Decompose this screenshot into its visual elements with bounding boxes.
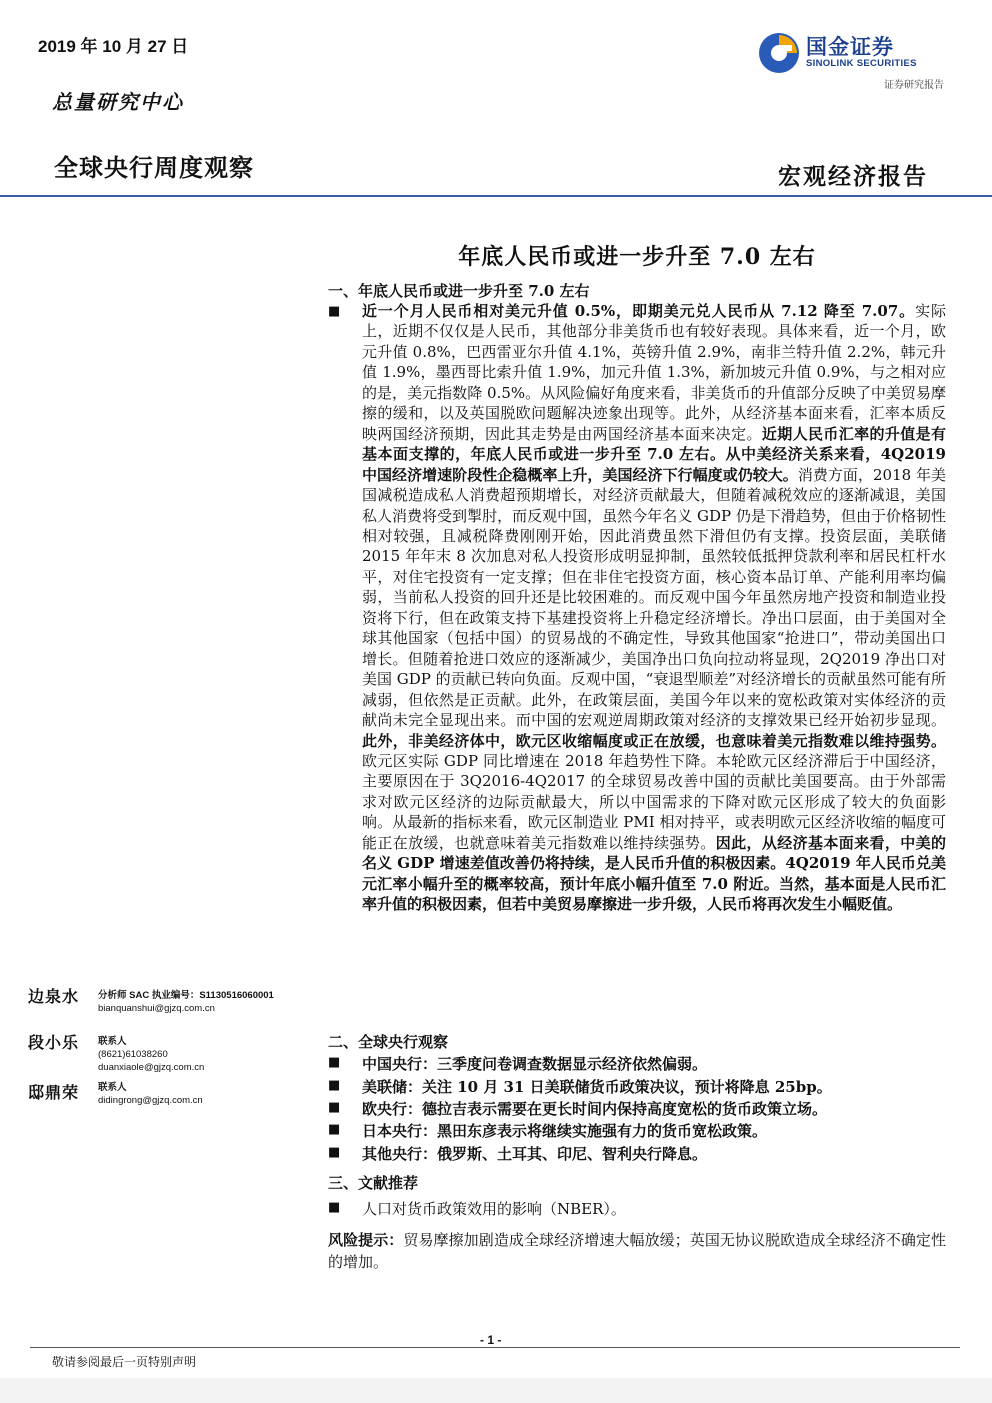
bullet-marker: ■ xyxy=(328,1122,341,1137)
footer-disclaimer: 敬请参阅最后一页特别声明 xyxy=(52,1355,197,1369)
bullet-marker: ■ xyxy=(328,1145,341,1160)
central-bank-item: 美联储：关注 10 月 31 日美联储货币政策决议，预计将降息 25bp。 xyxy=(362,1078,832,1096)
section-heading-3: 三、文献推荐 xyxy=(328,1174,419,1192)
bullet-marker: ■ xyxy=(328,1078,341,1093)
key-finding: 因此，从经济基本面来看，中美的名义 GDP 增速差值改善仍将持续，是人民币升值的积极因素。4Q2019 年人民币兑美元汇率小幅升至的概率较高，预计年底小幅升值至 7.0 附近。当然，基本面是人民币汇率升值的积极因素，但若中美贸易摩擦进一步升级，人民币将再次发生小幅贬值。 xyxy=(362,833,946,914)
header-divider xyxy=(0,195,992,197)
logo-name-en: SINOLINK SECURITIES xyxy=(806,58,917,69)
logo-subtitle: 证券研究报告 xyxy=(884,80,944,91)
key-finding: 此外，非美经济体中，欧元区收缩幅度或正在放缓，也意味着美元指数难以维持强势。 xyxy=(362,731,946,750)
paragraph-text: 欧元区实际 GDP 同比增速在 2018 年趋势性下降。本轮欧元区经济滞后于中国经济，主要原因在于 3Q2016-4Q2017 的全球贸易改善中国的贡献比美国要高。由于外部需求对欧元区经济的边际贡献最大，所以中国需求的下降对欧元区形成了较大的负面影响。从最新的指标来看，欧元区制造业 PMI 相对持平，或表明欧元区经济收缩的幅度可能正在放缓，也就意味着美元指数难以维持续强势。 xyxy=(362,751,946,852)
analyst-info xyxy=(98,989,274,1015)
section-heading-2: 二、全球央行观察 xyxy=(328,1033,449,1051)
report-title: 年底人民币或进一步升至 7.0 左右 xyxy=(458,244,816,270)
central-bank-item: 欧央行：德拉吉表示需要在更长时间内保持高度宽松的货币政策立场。 xyxy=(362,1100,828,1118)
paragraph-text: 消费方面，2018 年美国减税造成私人消费超预期增长，对经济贡献最大，但随着减税效应的逐渐减退，美国私人消费将受到掣肘，而反观中国，虽然今年名义 GDP 仍是下滑趋势，但由于价格韧性相对较强，且减税降费刚刚开始，因此消费虽然下滑但仍有支撑。投资层面，美联储 2015 年年末 8 次加息对私人投资形成明显抑制，虽然较低抵押贷款利率和居民杠杆水平，对住宅投资有一定支撑；但在非住宅投资方面，核心资本品订单、产能利用率均偏弱，当前私人投资的回升还是比较困难的。而反观中国今年虽然房地产投资和制造业投资将下行，但在政策支持下基建投资将上升稳定经济增长。净出口层面，由于美国对全球其他国家（包括中国）的贸易战的不确定性，导致其他国家“抢进口”，带动美国出口增长。但随着抢进口效应的逐渐减少，美国净出口负向拉动将显现，2Q2019 净出口对美国 GDP 的贡献已转向负面。反观中国，“衰退型顺差”对经济增长的贡献虽然可能有所减弱，但依然是正贡献。此外，在政策层面，美国今年以来的宽松政策对实体经济的贡献尚未完全显现出来。而中国的宏观逆周期政策对经济的支撑效果已经开始初步显现。 xyxy=(362,465,946,730)
section1-body xyxy=(362,301,946,915)
bullet-marker: ■ xyxy=(328,1200,341,1215)
risk-warning xyxy=(328,1229,946,1273)
paragraph-text: 实际上，近期不仅仅是人民币，其他部分非美货币也有较好表现。具体来看，近一个月，欧元升值 0.8%，巴西雷亚尔升值 4.1%，英镑升值 2.9%，南非兰特升值 2.2%，韩元升值 1.9%，墨西哥比索升值 1.9%，加元升值 1.3%，新加坡元升值 0.9%，与之相对应的是，美元指数降 0.5%。从风险偏好角度来看，非美货币的升值部分反映了中美贸易摩擦的缓和，以及英国脱欧问题解决迹象出现等。此外，从经济基本面来看，汇率本质反映两国经济预期，因此其走势是由两国经济基本面来决定。 xyxy=(362,302,946,443)
analyst-role: 联系人 xyxy=(98,1082,127,1093)
lead-sentence: 近一个月人民币相对美元升值 0.5%，即期美元兑人民币从 7.12 降至 7.07。 xyxy=(362,302,916,320)
page-bottom-band xyxy=(0,1378,992,1403)
analyst-email: didingrong@gjzq.com.cn xyxy=(98,1095,203,1106)
analyst-email: duanxiaole@gjzq.com.cn xyxy=(98,1062,205,1073)
analyst-role: 分析师 SAC 执业编号：S1130516060001 xyxy=(98,990,274,1001)
bullet-marker: ■ xyxy=(328,304,341,319)
key-finding: 近期人民币汇率的升值是有基本面支撑的，年底人民币或进一步升至 7.0 左右。从中美经济关系来看，4Q2019 中国经济增速阶段性企稳概率上升，美国经济下行幅度或仍较大。 xyxy=(362,424,946,484)
bullet-marker: ■ xyxy=(328,1100,341,1115)
series-title: 全球央行周度观察 xyxy=(54,155,254,182)
risk-text: 贸易摩擦加剧造成全球经济增速大幅放缓；英国无协议脱欧造成全球经济不确定性的增加。 xyxy=(328,1231,946,1271)
research-center-label: 总量研究中心 xyxy=(52,90,184,114)
report-date: 2019 年 10 月 27 日 xyxy=(38,37,189,56)
central-bank-item: 中国央行：三季度问卷调查数据显示经济依然偏弱。 xyxy=(362,1055,708,1073)
analyst-role: 联系人 xyxy=(98,1036,127,1047)
analyst-info xyxy=(98,1081,203,1107)
analyst-email: bianquanshui@gjzq.com.cn xyxy=(98,1003,215,1014)
risk-label: 风险提示： xyxy=(328,1231,404,1249)
section-heading-1: 一、年底人民币或进一步升至 7.0 左右 xyxy=(328,282,590,300)
report-type: 宏观经济报告 xyxy=(778,163,928,190)
central-bank-item: 日本央行：黑田东彦表示将继续实施强有力的货币宽松政策。 xyxy=(362,1122,768,1140)
sinolink-logo-icon xyxy=(757,31,801,75)
footer-divider xyxy=(30,1347,960,1348)
central-bank-item: 其他央行：俄罗斯、土耳其、印尼、智利央行降息。 xyxy=(362,1145,708,1163)
analyst-name: 边泉水 xyxy=(28,987,80,1006)
analyst-info xyxy=(98,1035,204,1074)
literature-item: 人口对货币政策效用的影响（NBER）。 xyxy=(362,1200,626,1218)
analyst-name: 段小乐 xyxy=(28,1033,80,1052)
bullet-marker: ■ xyxy=(328,1055,341,1070)
analyst-phone: (8621)61038260 xyxy=(98,1049,168,1060)
logo-name-cn: 国金证券 xyxy=(806,36,894,59)
page-number: - 1 - xyxy=(480,1333,502,1347)
analyst-name: 邸鼎荣 xyxy=(28,1083,80,1102)
